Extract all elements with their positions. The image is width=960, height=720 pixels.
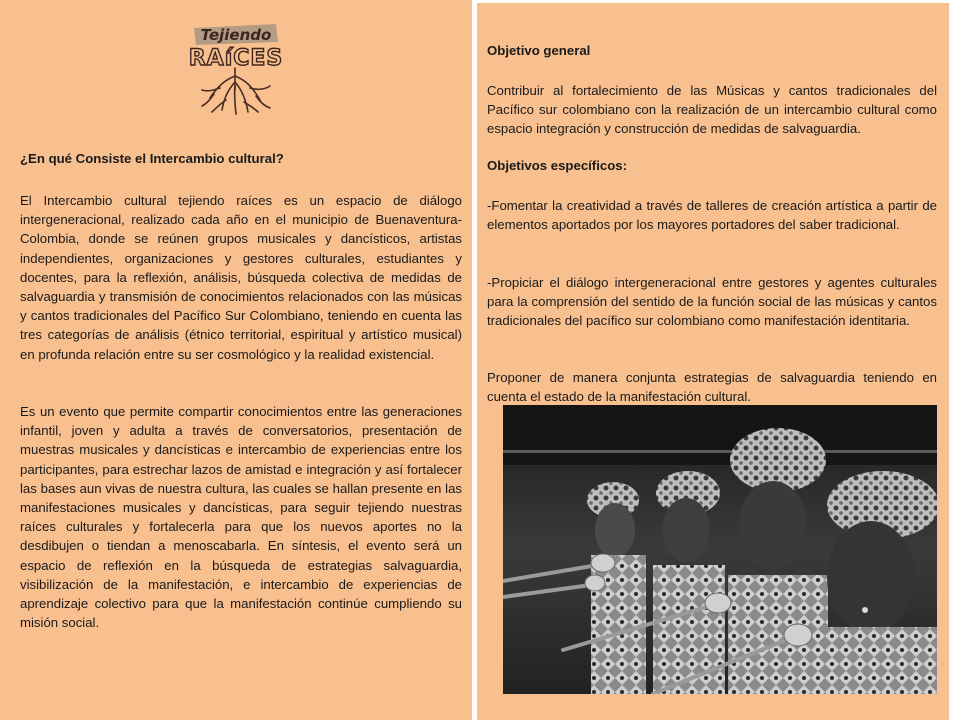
left-paragraph-2: Es un evento que permite compartir conocimientos entre las generaciones infantil, joven y adulta a través de conversatorios, presentación de muestras musicales y dancísticas e intercambio de experiencias entre los participantes, para estrechar lazos de amistad e integración y así fortalecer las bases aun vivas de nuestra cultura, las cuales se hallan presente en las manifestaciones musicales y dancísticas, para seguir tejiendo nuestras raíces culturales y fortalecerla para que los nuevos aportes no la desdibujen o tiendan a menoscabarla. En síntesis, el evento será un espacio de reflexión en la búsqueda de estrategias salvaguardia, visibilización de la manifestación, e intercambio de experiencias de aprendizaje colectivo para que la manifestación continúe cumpliendo su misión social. xyxy=(20,404,462,631)
logo-word-raices: RAíCES xyxy=(188,46,284,71)
left-paragraph-1: El Intercambio cultural tejiendo raíces es un espacio de diálogo intergeneracional, realizado cada año en el municipio de Buenaventura-Colombia, donde se reúnen grupos musicales y dancísticos, artistas independientes, organizaciones y gestores culturales, estudiantes y docentes, para la reflexión, análisis, búsqueda colectiva de medidas de salvaguardia y transmisión de conocimientos relacionados con las músicas y cantos tradicionales del Pacífico Sur Colombiano, teniendo en cuenta las tres categorías de análisis (étnico territorial, espiritual y artístico musical) en profunda relación entre su ser cosmológico y la realidad existencial. xyxy=(20,193,462,362)
roots-icon xyxy=(202,68,270,114)
singers-photo xyxy=(503,405,937,694)
logo-word-tejiendo: Tejiendo xyxy=(200,26,272,44)
tejiendo-raices-logo xyxy=(180,20,290,115)
specific-objectives-heading: Objetivos específicos: xyxy=(487,158,627,173)
left-panel xyxy=(0,0,472,720)
general-objective-heading: Objetivo general xyxy=(487,43,591,58)
singers-photo-illustration xyxy=(503,405,937,694)
specific-objective-2: -Propiciar el diálogo intergeneracional entre gestores y agentes culturales para la comprensión del sentido de la función social de las músicas y cantos tradicionales del pacífico sur colombiano como manifestación identitaria. xyxy=(487,275,937,329)
left-heading: ¿En qué Consiste el Intercambio cultural? xyxy=(20,151,284,166)
right-panel xyxy=(477,3,949,720)
general-objective-text: Contribuir al fortalecimiento de las Músicas y cantos tradicionales del Pacífico sur colombiano con la realización de un intercambio cultural como espacio integración y construcción de medidas de salvaguardia. xyxy=(487,83,937,137)
specific-objective-1: -Fomentar la creatividad a través de talleres de creación artística a partir de elementos aportados por los mayores portadores del saber tradicional. xyxy=(487,198,937,233)
specific-objective-3: Proponer de manera conjunta estrategias de salvaguardia teniendo en cuenta el estado de la manifestación cultural. xyxy=(487,370,937,405)
